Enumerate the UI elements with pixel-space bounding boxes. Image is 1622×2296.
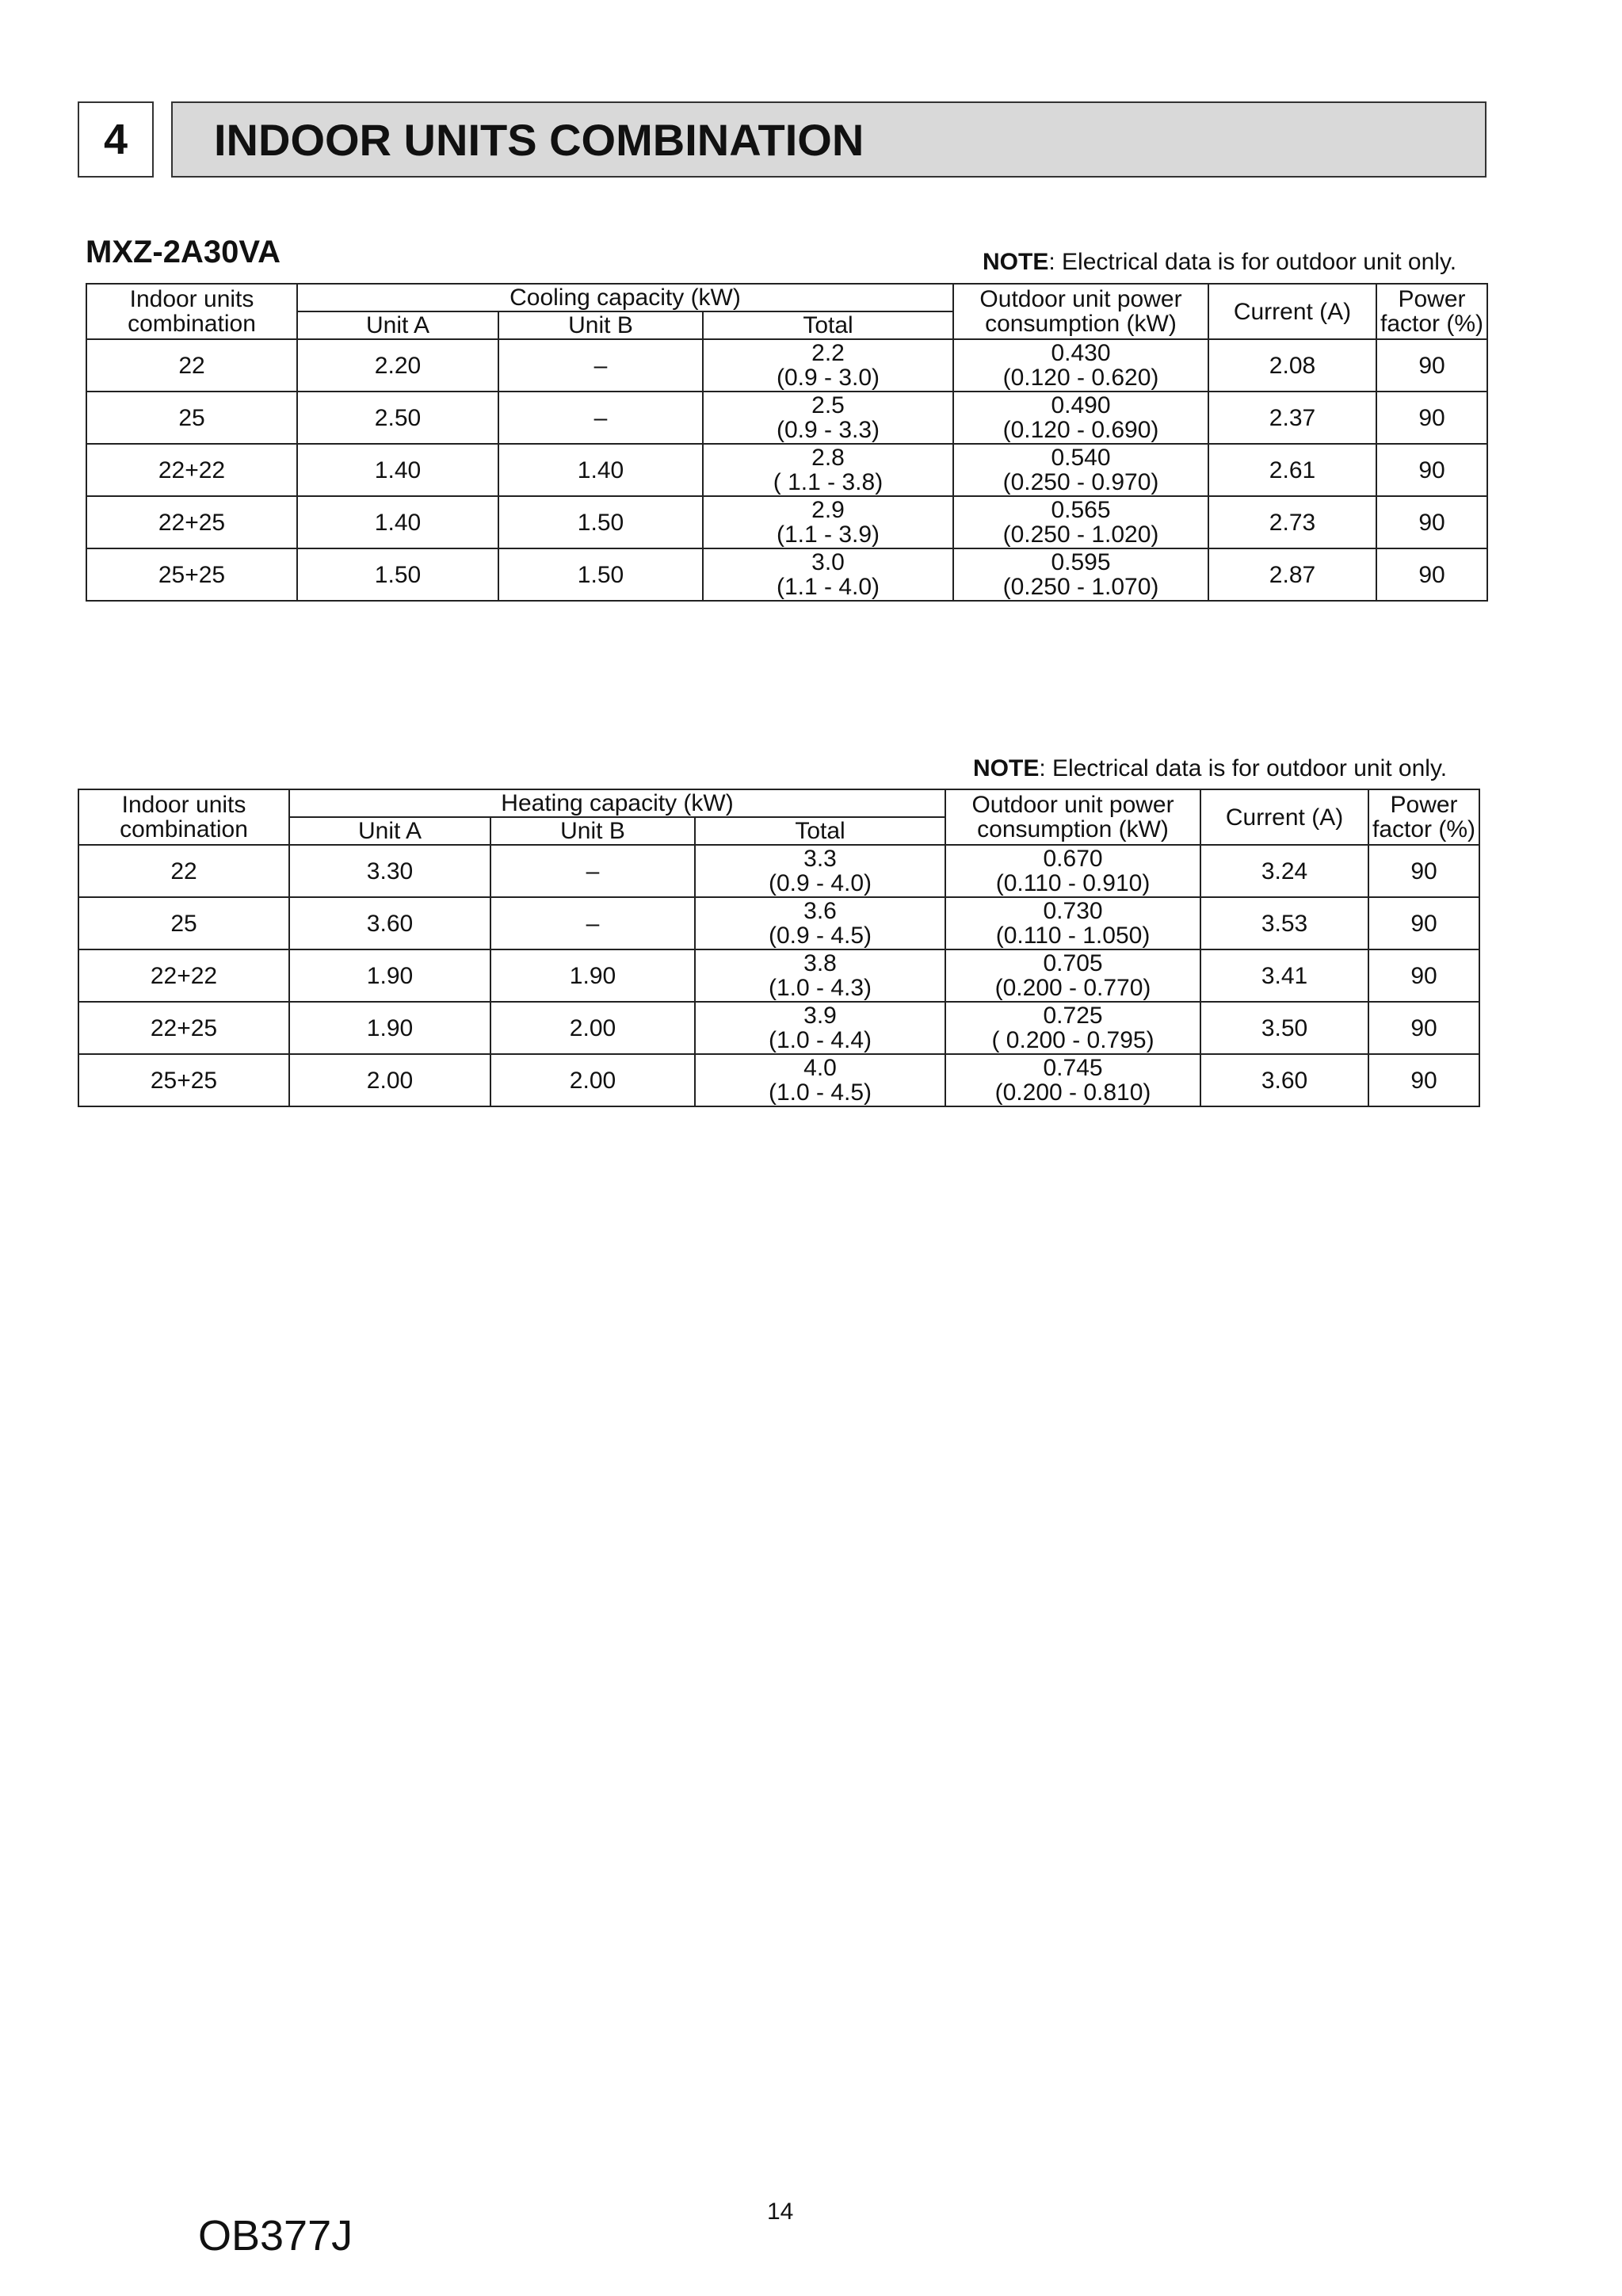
page-number: 14 [767,2199,794,2225]
total-cell [703,339,953,392]
power-cell [953,392,1208,444]
header-unit-a: Unit A [289,817,490,845]
section-number: 4 [78,101,154,178]
table-row [86,444,1487,496]
power-cell-range: (0.250 - 1.070) [1002,574,1159,600]
total-cell-value: 2.9 [811,497,845,523]
total-cell-value: 2.2 [811,340,845,366]
header-current: Current (A) [1208,284,1376,339]
model-name: MXZ-2A30VA [86,235,281,269]
combination-cell: 22 [86,339,297,392]
power-cell-value: 0.595 [1051,549,1111,575]
power-factor-cell: 90 [1368,1002,1479,1054]
current-cell: 3.41 [1200,949,1368,1002]
power-factor-cell: 90 [1368,845,1479,897]
power-factor-cell: 90 [1376,548,1487,601]
power-cell-value: 0.430 [1051,340,1111,366]
power-cell [945,897,1200,949]
total-cell-value: 3.0 [811,549,845,575]
header-current: Current (A) [1200,789,1368,845]
total-cell [695,897,945,949]
current-cell: 2.61 [1208,444,1376,496]
heating-note [973,755,1447,782]
total-cell-range: (1.1 - 4.0) [776,574,880,600]
combination-cell: 25 [86,392,297,444]
unit-b-cell: – [498,392,703,444]
total-cell-range: (1.0 - 4.5) [768,1079,872,1106]
power-factor-cell: 90 [1376,496,1487,548]
power-cell-range: ( 0.200 - 0.795) [991,1027,1154,1053]
current-cell: 3.60 [1200,1054,1368,1106]
note-label: NOTE [983,249,1049,275]
header-power-factor: Power factor (%) [1368,789,1479,845]
power-cell-value: 0.565 [1051,497,1111,523]
unit-a-cell: 2.20 [297,339,498,392]
total-cell [703,548,953,601]
power-cell-range: (0.250 - 0.970) [1002,469,1159,495]
cooling-note [983,249,1456,276]
combination-cell: 22+25 [86,496,297,548]
power-cell-range: (0.200 - 0.810) [994,1079,1151,1106]
power-cell [945,1054,1200,1106]
note-text: : Electrical data is for outdoor unit only. [1048,249,1457,275]
power-cell [953,339,1208,392]
power-cell [953,444,1208,496]
header-cooling-capacity: Cooling capacity (kW) [297,284,953,311]
power-cell [945,1002,1200,1054]
power-cell [945,949,1200,1002]
unit-a-cell: 1.40 [297,444,498,496]
table-row [86,392,1487,444]
document-code: OB377J [198,2212,353,2260]
total-cell-range: (0.9 - 4.0) [768,870,872,896]
power-cell-range: (0.120 - 0.620) [1002,365,1159,391]
power-factor-cell: 90 [1368,949,1479,1002]
power-cell-value: 0.540 [1051,445,1111,471]
power-cell-range: (0.110 - 0.910) [995,870,1151,896]
table-row [78,897,1479,949]
current-cell: 3.50 [1200,1002,1368,1054]
total-cell-value: 3.6 [803,898,837,924]
unit-a-cell: 1.90 [289,949,490,1002]
table-row [78,1002,1479,1054]
header-power-consumption: Outdoor unit power consumption (kW) [945,789,1200,845]
header-unit-b: Unit B [498,311,703,339]
unit-a-cell: 1.90 [289,1002,490,1054]
total-cell [695,1002,945,1054]
header-unit-b: Unit B [490,817,695,845]
total-cell-range: (1.0 - 4.4) [768,1027,872,1053]
unit-a-cell: 2.50 [297,392,498,444]
power-cell-value: 0.730 [1043,898,1103,924]
total-cell-range: (0.9 - 4.5) [768,923,872,949]
unit-a-cell: 3.60 [289,897,490,949]
unit-b-cell: 1.50 [498,548,703,601]
note-label: NOTE [973,755,1040,781]
total-cell-value: 2.5 [811,392,845,418]
unit-b-cell: 1.50 [498,496,703,548]
total-cell [703,496,953,548]
unit-b-cell: – [490,845,695,897]
combination-cell: 22 [78,845,289,897]
current-cell: 2.73 [1208,496,1376,548]
unit-b-cell: 2.00 [490,1054,695,1106]
power-cell-range: (0.120 - 0.690) [1002,417,1159,443]
power-cell-range: (0.110 - 1.050) [995,923,1151,949]
current-cell: 3.24 [1200,845,1368,897]
total-cell-value: 4.0 [803,1055,837,1081]
power-factor-cell: 90 [1376,392,1487,444]
total-cell-value: 3.8 [803,950,837,976]
total-cell [703,392,953,444]
power-factor-cell: 90 [1368,1054,1479,1106]
current-cell: 2.37 [1208,392,1376,444]
unit-a-cell: 3.30 [289,845,490,897]
unit-b-cell: 1.40 [498,444,703,496]
total-cell-range: (1.1 - 3.9) [776,521,880,548]
note-text: : Electrical data is for outdoor unit only. [1039,755,1448,781]
power-cell [953,548,1208,601]
power-cell-value: 0.725 [1043,1003,1103,1029]
combination-cell: 25 [78,897,289,949]
total-cell-range: (0.9 - 3.0) [776,365,880,391]
header-total: Total [703,311,953,339]
table-row [86,548,1487,601]
table-row [78,949,1479,1002]
current-cell: 2.87 [1208,548,1376,601]
cooling-table [86,283,1488,602]
heating-table [78,789,1480,1107]
table-row [78,1054,1479,1106]
total-cell [695,845,945,897]
current-cell: 3.53 [1200,897,1368,949]
power-factor-cell: 90 [1376,444,1487,496]
header-unit-a: Unit A [297,311,498,339]
header-power-factor: Power factor (%) [1376,284,1487,339]
table-row [78,845,1479,897]
total-cell [695,949,945,1002]
table-row [86,339,1487,392]
total-cell [695,1054,945,1106]
total-cell [703,444,953,496]
total-cell-range: (1.0 - 4.3) [768,975,872,1001]
unit-b-cell: – [490,897,695,949]
header-combination: Indoor units combination [86,284,297,339]
total-cell-value: 3.3 [803,846,837,872]
power-cell-value: 0.745 [1043,1055,1103,1081]
power-cell-value: 0.705 [1043,950,1103,976]
table-row [86,496,1487,548]
unit-a-cell: 1.50 [297,548,498,601]
power-cell-value: 0.490 [1051,392,1111,418]
header-combination: Indoor units combination [78,789,289,845]
current-cell: 2.08 [1208,339,1376,392]
unit-a-cell: 2.00 [289,1054,490,1106]
combination-cell: 22+22 [78,949,289,1002]
combination-cell: 22+25 [78,1002,289,1054]
section-title: INDOOR UNITS COMBINATION [171,101,1487,178]
power-cell-value: 0.670 [1043,846,1103,872]
power-cell-range: (0.250 - 1.020) [1002,521,1159,548]
unit-a-cell: 1.40 [297,496,498,548]
unit-b-cell: – [498,339,703,392]
power-factor-cell: 90 [1376,339,1487,392]
total-cell-value: 3.9 [803,1003,837,1029]
unit-b-cell: 1.90 [490,949,695,1002]
combination-cell: 25+25 [86,548,297,601]
power-cell [953,496,1208,548]
combination-cell: 22+22 [86,444,297,496]
total-cell-range: ( 1.1 - 3.8) [773,469,884,495]
power-factor-cell: 90 [1368,897,1479,949]
unit-b-cell: 2.00 [490,1002,695,1054]
power-cell-range: (0.200 - 0.770) [994,975,1151,1001]
power-cell [945,845,1200,897]
total-cell-value: 2.8 [811,445,845,471]
header-heating-capacity: Heating capacity (kW) [289,789,945,817]
combination-cell: 25+25 [78,1054,289,1106]
header-total: Total [695,817,945,845]
header-power-consumption: Outdoor unit power consumption (kW) [953,284,1208,339]
total-cell-range: (0.9 - 3.3) [776,417,880,443]
